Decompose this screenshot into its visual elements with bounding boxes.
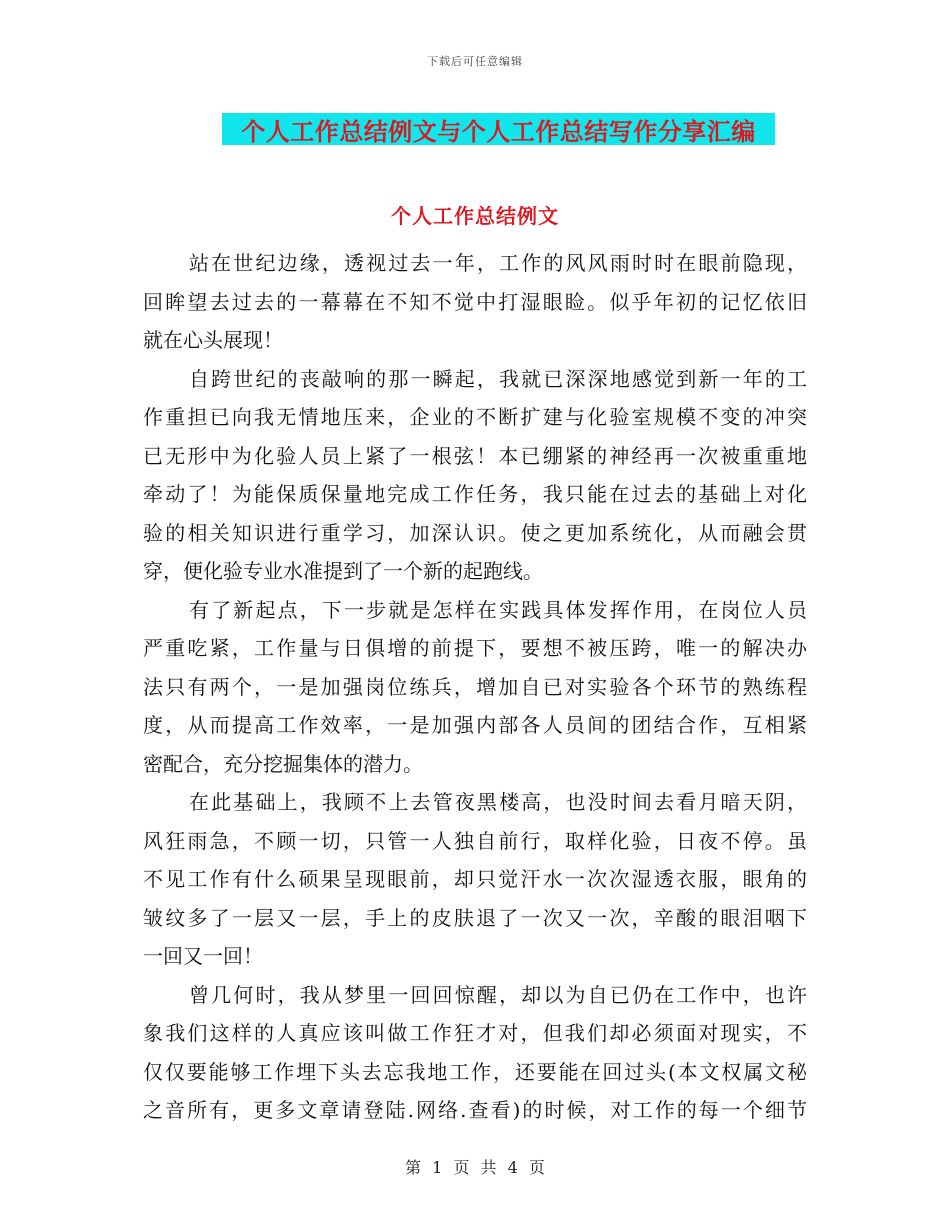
body-text xyxy=(143,244,807,1130)
text-line: 有了新起点，下一步就是怎样在实践具体发挥作用，在岗位人员 xyxy=(189,597,807,622)
text-line: 曾几何时，我从梦里一回回惊醒，却以为自已仍在工作中，也许 xyxy=(189,982,807,1007)
text-line: 法只有两个，一是加强岗位练兵，增加自已对实验各个环节的熟练程 xyxy=(143,674,807,699)
text-line: 不见工作有什么硕果呈现眼前，却只觉汗水一次次湿透衣服，眼角的 xyxy=(143,867,807,891)
text-line: 风狂雨急，不顾一切，只管一人独自前行，取样化验，日夜不停。虽 xyxy=(143,828,807,853)
text-line: 在此基础上，我顾不上去管夜黑楼高，也没时间去看月暗天阴， xyxy=(189,790,807,814)
text-line: 作重担已向我无情地压来，企业的不断扩建与化验室规模不变的冲突 xyxy=(143,405,807,429)
paragraph xyxy=(143,976,807,1130)
text-line: 验的相关知识进行重学习，加深认识。使之更加系统化，从而融会贯 xyxy=(143,520,807,545)
text-line: 象我们这样的人真应该叫做工作狂才对，但我们却必须面对现实，不 xyxy=(143,1021,807,1045)
text-line: 严重吃紧，工作量与日俱增的前提下，要想不被压跨，唯一的解决办 xyxy=(143,636,807,660)
text-line: 仅仅要能够工作埋下头去忘我地工作，还要能在回过头(本文权属文秘 xyxy=(143,1059,807,1084)
text-line: 已无形中为化验人员上紧了一根弦！本已绷紧的神经再一次被重重地 xyxy=(143,443,807,468)
main-title: 个人工作总结例文与个人工作总结写作分享汇编 xyxy=(241,117,756,146)
text-line: 自跨世纪的丧敲响的那一瞬起，我就已深深地感觉到新一年的工 xyxy=(189,366,807,391)
header-note: 下载后可任意编辑 xyxy=(427,55,523,68)
page-footer: 第 1 页 共 4 页 xyxy=(405,1158,545,1177)
text-line: 皱纹多了一层又一层，手上的皮肤退了一次又一次，辛酸的眼泪咽下 xyxy=(143,905,807,930)
text-line: 穿，便化验专业水准提到了一个新的起跑线。 xyxy=(143,559,543,583)
text-line: 一回又一回！ xyxy=(143,944,263,968)
text-line: 之音所有，更多文章请登陆.网络.查看)的时候，对工作的每一个细节 xyxy=(143,1098,807,1122)
paragraph xyxy=(143,783,807,976)
paragraph xyxy=(143,360,807,591)
paragraph xyxy=(143,591,807,784)
main-title-highlight xyxy=(222,113,775,145)
text-line: 度，从而提高工作效率，一是加强内部各人员间的团结合作，互相紧 xyxy=(143,713,807,737)
text-line: 就在心头展现！ xyxy=(143,328,283,352)
text-line: 密配合，充分挖掘集体的潜力。 xyxy=(143,751,423,776)
text-line: 站在世纪边缘，透视过去一年，工作的风风雨时时在眼前隐现， xyxy=(189,251,807,275)
text-line: 回眸望去过去的一幕幕在不知不觉中打湿眼睑。似乎年初的记忆依旧 xyxy=(143,289,807,314)
paragraph xyxy=(143,244,807,360)
text-line: 牵动了！为能保质保量地完成工作任务，我只能在过去的基础上对化 xyxy=(143,482,807,506)
sub-title: 个人工作总结例文 xyxy=(391,204,559,228)
